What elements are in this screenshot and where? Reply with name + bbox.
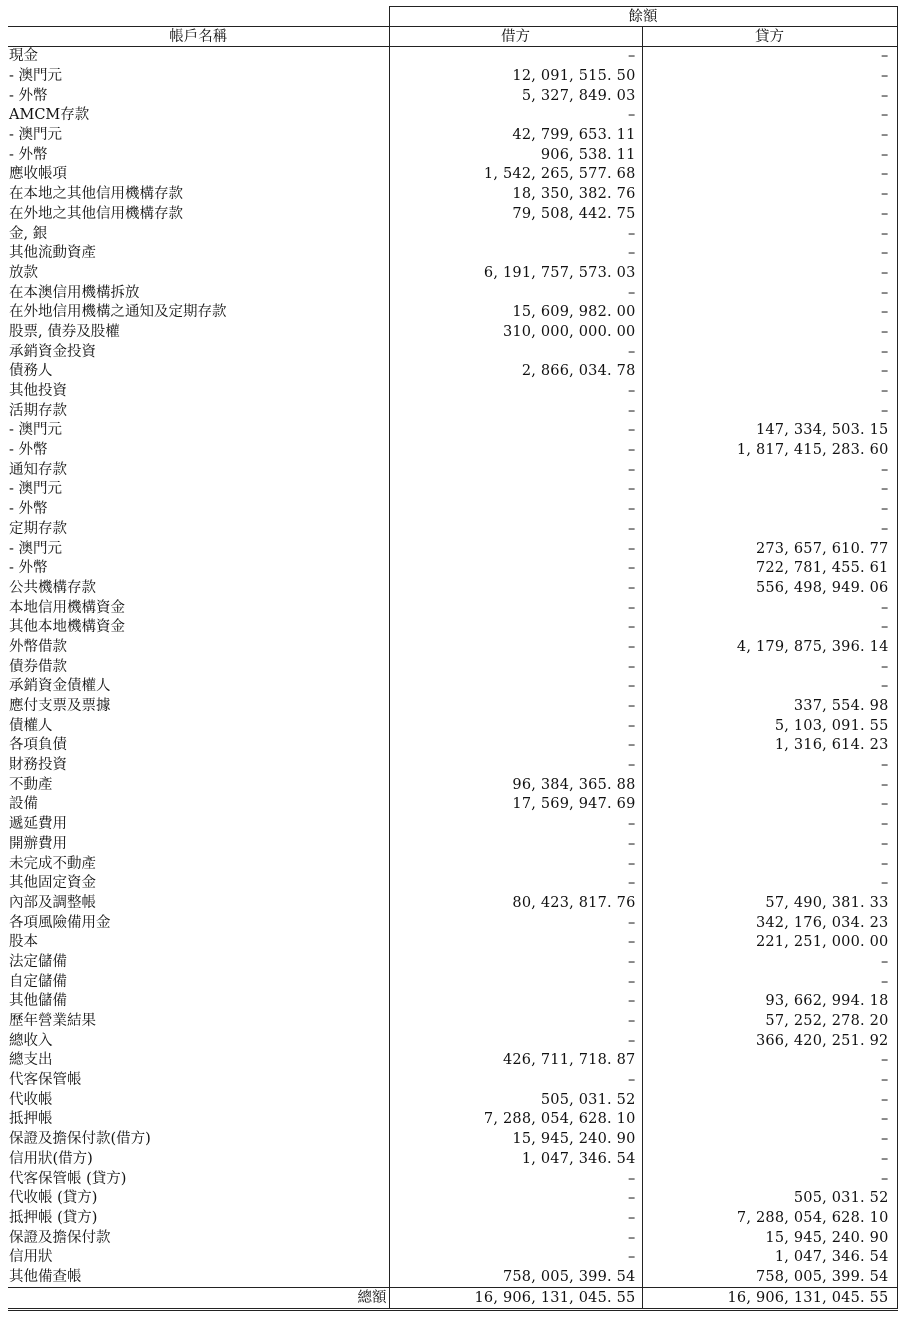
debit-cell: – [389, 559, 642, 579]
debit-cell: – [389, 441, 642, 461]
account-name-cell: 其他固定資金 [8, 874, 389, 894]
account-name-cell: 其他投資 [8, 382, 389, 402]
table-row [8, 86, 897, 106]
account-name-cell: 歷年營業結果 [8, 1012, 389, 1032]
debit-header: 借方 [389, 27, 642, 47]
table-row [8, 401, 897, 421]
credit-cell: 1, 817, 415, 283. 60 [642, 441, 897, 461]
table-row [8, 106, 897, 126]
account-name-cell: 其他本地機構資金 [8, 618, 389, 638]
table-row [8, 500, 897, 520]
account-name-cell: 活期存款 [8, 401, 389, 421]
table-row [8, 1209, 897, 1229]
account-name-cell: 在外地之其他信用機構存款 [8, 205, 389, 225]
credit-cell: – [642, 205, 897, 225]
account-name-cell: 內部及調整帳 [8, 894, 389, 914]
table-row [8, 303, 897, 323]
credit-cell: 273, 657, 610. 77 [642, 539, 897, 559]
debit-cell: 42, 799, 653. 11 [389, 126, 642, 146]
credit-cell: – [642, 480, 897, 500]
account-name-cell: 自定儲備 [8, 972, 389, 992]
account-name-cell: 承銷資金債權人 [8, 677, 389, 697]
account-name-cell: 代客保管帳 [8, 1071, 389, 1091]
table-row [8, 283, 897, 303]
table-row [8, 559, 897, 579]
account-name-cell: - 外幣 [8, 86, 389, 106]
debit-cell: 80, 423, 817. 76 [389, 894, 642, 914]
account-name-cell: 未完成不動產 [8, 854, 389, 874]
account-name-cell: 抵押帳 [8, 1110, 389, 1130]
balance-header: 餘額 [389, 7, 897, 27]
debit-cell: – [389, 716, 642, 736]
credit-cell: – [642, 382, 897, 402]
credit-cell: 1, 047, 346. 54 [642, 1248, 897, 1268]
table-row [8, 1268, 897, 1288]
debit-cell: – [389, 1209, 642, 1229]
account-name-cell: - 外幣 [8, 441, 389, 461]
table-row [8, 480, 897, 500]
credit-cell: – [642, 972, 897, 992]
account-name-cell: 在本地之其他信用機構存款 [8, 185, 389, 205]
account-name-cell: 設備 [8, 795, 389, 815]
account-name-cell: 各項風險備用金 [8, 913, 389, 933]
debit-cell: – [389, 1248, 642, 1268]
debit-cell: – [389, 933, 642, 953]
table-row [8, 126, 897, 146]
table-row [8, 677, 897, 697]
credit-cell: 221, 251, 000. 00 [642, 933, 897, 953]
account-name-cell: 代收帳 (貸方) [8, 1189, 389, 1209]
trial-balance-table [8, 6, 898, 1311]
credit-cell: – [642, 1150, 897, 1170]
credit-cell: – [642, 264, 897, 284]
table-row [8, 67, 897, 87]
account-name-cell: 債權人 [8, 716, 389, 736]
total-credit: 16, 906, 131, 045. 55 [642, 1288, 897, 1310]
account-name-cell: 代客保管帳 (貸方) [8, 1169, 389, 1189]
credit-cell: – [642, 1169, 897, 1189]
credit-cell: – [642, 342, 897, 362]
credit-cell: – [642, 303, 897, 323]
debit-cell: – [389, 539, 642, 559]
table-row [8, 47, 897, 67]
table-row [8, 539, 897, 559]
account-name-cell: 現金 [8, 47, 389, 67]
debit-cell: – [389, 953, 642, 973]
debit-cell: – [389, 992, 642, 1012]
table-row [8, 342, 897, 362]
debit-cell: – [389, 106, 642, 126]
credit-cell: 147, 334, 503. 15 [642, 421, 897, 441]
table-row [8, 1071, 897, 1091]
account-name-header: 帳戶名稱 [8, 27, 389, 47]
debit-cell: – [389, 835, 642, 855]
table-row [8, 874, 897, 894]
table-row [8, 185, 897, 205]
credit-cell: – [642, 323, 897, 343]
debit-cell: – [389, 1189, 642, 1209]
debit-cell: – [389, 1031, 642, 1051]
credit-cell: – [642, 854, 897, 874]
total-debit: 16, 906, 131, 045. 55 [389, 1288, 642, 1310]
debit-cell: – [389, 401, 642, 421]
debit-cell: 79, 508, 442. 75 [389, 205, 642, 225]
debit-cell: 1, 542, 265, 577. 68 [389, 165, 642, 185]
table-row [8, 362, 897, 382]
table-row [8, 775, 897, 795]
credit-cell: – [642, 835, 897, 855]
credit-cell: 1, 316, 614. 23 [642, 736, 897, 756]
account-name-cell: 信用狀(借方) [8, 1150, 389, 1170]
table-row [8, 1248, 897, 1268]
debit-cell: 758, 005, 399. 54 [389, 1268, 642, 1288]
credit-cell: – [642, 500, 897, 520]
debit-cell: 15, 945, 240. 90 [389, 1130, 642, 1150]
account-name-cell: 放款 [8, 264, 389, 284]
credit-cell: – [642, 1071, 897, 1091]
debit-cell: – [389, 874, 642, 894]
account-name-cell: - 外幣 [8, 559, 389, 579]
debit-cell: – [389, 283, 642, 303]
account-name-cell: 總支出 [8, 1051, 389, 1071]
debit-cell: – [389, 500, 642, 520]
credit-cell: 5, 103, 091. 55 [642, 716, 897, 736]
table-row [8, 441, 897, 461]
account-name-cell: - 澳門元 [8, 421, 389, 441]
account-name-cell: 承銷資金投資 [8, 342, 389, 362]
debit-cell: – [389, 638, 642, 658]
debit-cell: – [389, 421, 642, 441]
credit-cell: – [642, 126, 897, 146]
account-name-cell: 應付支票及票據 [8, 697, 389, 717]
debit-cell: – [389, 382, 642, 402]
credit-cell: 7, 288, 054, 628. 10 [642, 1209, 897, 1229]
credit-cell: – [642, 165, 897, 185]
debit-cell: – [389, 480, 642, 500]
table-row [8, 657, 897, 677]
account-name-cell: 定期存款 [8, 520, 389, 540]
debit-cell: – [389, 1169, 642, 1189]
credit-cell: – [642, 815, 897, 835]
credit-cell: – [642, 47, 897, 67]
credit-cell: 93, 662, 994. 18 [642, 992, 897, 1012]
table-row [8, 1051, 897, 1071]
account-name-cell: 債券借款 [8, 657, 389, 677]
credit-cell: – [642, 953, 897, 973]
table-row [8, 224, 897, 244]
debit-cell: – [389, 677, 642, 697]
account-name-cell: 信用狀 [8, 1248, 389, 1268]
account-name-cell: 不動產 [8, 775, 389, 795]
table-row [8, 756, 897, 776]
debit-cell: 17, 569, 947. 69 [389, 795, 642, 815]
account-name-cell: - 外幣 [8, 500, 389, 520]
debit-cell: 1, 047, 346. 54 [389, 1150, 642, 1170]
credit-cell: – [642, 224, 897, 244]
table-row [8, 244, 897, 264]
debit-cell: 7, 288, 054, 628. 10 [389, 1110, 642, 1130]
table-row [8, 835, 897, 855]
table-row [8, 1150, 897, 1170]
table-row [8, 460, 897, 480]
table-row [8, 894, 897, 914]
debit-cell: – [389, 657, 642, 677]
debit-cell: 18, 350, 382. 76 [389, 185, 642, 205]
table-row [8, 1228, 897, 1248]
table-row [8, 953, 897, 973]
credit-cell: 366, 420, 251. 92 [642, 1031, 897, 1051]
total-row [8, 1288, 897, 1310]
debit-cell: – [389, 618, 642, 638]
account-name-cell: - 澳門元 [8, 126, 389, 146]
debit-cell: – [389, 815, 642, 835]
credit-cell: – [642, 362, 897, 382]
credit-cell: – [642, 1110, 897, 1130]
credit-cell: – [642, 756, 897, 776]
account-name-cell: 在本澳信用機構拆放 [8, 283, 389, 303]
table-row [8, 579, 897, 599]
table-row [8, 205, 897, 225]
credit-cell: – [642, 657, 897, 677]
account-name-cell: 各項負債 [8, 736, 389, 756]
account-name-cell: 其他流動資產 [8, 244, 389, 264]
account-name-cell: 保證及擔保付款(借方) [8, 1130, 389, 1150]
table-row [8, 1012, 897, 1032]
debit-cell: – [389, 854, 642, 874]
table-row [8, 992, 897, 1012]
account-name-cell: - 澳門元 [8, 480, 389, 500]
table-row [8, 697, 897, 717]
credit-cell: 722, 781, 455. 61 [642, 559, 897, 579]
table-row [8, 716, 897, 736]
table-row [8, 933, 897, 953]
credit-cell: – [642, 795, 897, 815]
table-row [8, 145, 897, 165]
table-row [8, 323, 897, 343]
account-name-cell: 應收帳項 [8, 165, 389, 185]
credit-header: 貸方 [642, 27, 897, 47]
account-name-cell: 外幣借款 [8, 638, 389, 658]
table-row [8, 165, 897, 185]
account-name-cell: - 澳門元 [8, 67, 389, 87]
table-row [8, 598, 897, 618]
table-row [8, 913, 897, 933]
total-label: 總額 [8, 1288, 389, 1310]
credit-cell: 337, 554. 98 [642, 697, 897, 717]
debit-cell: – [389, 520, 642, 540]
debit-cell: – [389, 342, 642, 362]
account-name-cell: 法定儲備 [8, 953, 389, 973]
debit-cell: – [389, 697, 642, 717]
credit-cell: – [642, 145, 897, 165]
account-name-cell: 總收入 [8, 1031, 389, 1051]
balance-sheet [8, 6, 897, 1311]
account-name-cell: AMCM存款 [8, 106, 389, 126]
table-row [8, 1130, 897, 1150]
account-name-cell: 債務人 [8, 362, 389, 382]
credit-cell: – [642, 775, 897, 795]
account-name-cell: 其他備查帳 [8, 1268, 389, 1288]
credit-cell: – [642, 86, 897, 106]
table-row [8, 1031, 897, 1051]
account-name-cell: 其他儲備 [8, 992, 389, 1012]
debit-cell: – [389, 1228, 642, 1248]
account-name-cell: 抵押帳 (貸方) [8, 1209, 389, 1229]
credit-cell: 4, 179, 875, 396. 14 [642, 638, 897, 658]
table-row [8, 638, 897, 658]
table-row [8, 421, 897, 441]
debit-cell: – [389, 244, 642, 264]
header-blank [8, 7, 389, 27]
debit-cell: 15, 609, 982. 00 [389, 303, 642, 323]
table-row [8, 382, 897, 402]
debit-cell: 906, 538. 11 [389, 145, 642, 165]
credit-cell: – [642, 1051, 897, 1071]
table-row [8, 1189, 897, 1209]
debit-cell: 5, 327, 849. 03 [389, 86, 642, 106]
credit-cell: – [642, 1090, 897, 1110]
credit-cell: – [642, 185, 897, 205]
credit-cell: 15, 945, 240. 90 [642, 1228, 897, 1248]
account-name-cell: 保證及擔保付款 [8, 1228, 389, 1248]
table-row [8, 520, 897, 540]
credit-cell: – [642, 520, 897, 540]
debit-cell: – [389, 1012, 642, 1032]
credit-cell: 758, 005, 399. 54 [642, 1268, 897, 1288]
credit-cell: – [642, 244, 897, 264]
table-row [8, 1090, 897, 1110]
credit-cell: – [642, 106, 897, 126]
debit-cell: 96, 384, 365. 88 [389, 775, 642, 795]
table-row [8, 264, 897, 284]
debit-cell: 12, 091, 515. 50 [389, 67, 642, 87]
account-name-cell: - 外幣 [8, 145, 389, 165]
table-row [8, 1169, 897, 1189]
debit-cell: – [389, 972, 642, 992]
credit-cell: – [642, 598, 897, 618]
account-name-cell: 公共機構存款 [8, 579, 389, 599]
debit-cell: – [389, 224, 642, 244]
table-row [8, 795, 897, 815]
debit-cell: – [389, 47, 642, 67]
account-name-cell: 代收帳 [8, 1090, 389, 1110]
table-row [8, 1110, 897, 1130]
debit-cell: – [389, 913, 642, 933]
credit-cell: 556, 498, 949. 06 [642, 579, 897, 599]
credit-cell: – [642, 283, 897, 303]
account-name-cell: 通知存款 [8, 460, 389, 480]
debit-cell: 6, 191, 757, 573. 03 [389, 264, 642, 284]
account-name-cell: 股票, 債券及股權 [8, 323, 389, 343]
credit-cell: 57, 252, 278. 20 [642, 1012, 897, 1032]
credit-cell: 505, 031. 52 [642, 1189, 897, 1209]
debit-cell: – [389, 756, 642, 776]
account-name-cell: 在外地信用機構之通知及定期存款 [8, 303, 389, 323]
credit-cell: – [642, 677, 897, 697]
debit-cell: 505, 031. 52 [389, 1090, 642, 1110]
table-row [8, 618, 897, 638]
account-name-cell: 財務投資 [8, 756, 389, 776]
debit-cell: 2, 866, 034. 78 [389, 362, 642, 382]
credit-cell: 342, 176, 034. 23 [642, 913, 897, 933]
table-row [8, 736, 897, 756]
table-body [8, 47, 897, 1288]
credit-cell: – [642, 874, 897, 894]
debit-cell: – [389, 579, 642, 599]
table-row [8, 815, 897, 835]
credit-cell: – [642, 460, 897, 480]
account-name-cell: 股本 [8, 933, 389, 953]
table-row [8, 972, 897, 992]
debit-cell: 426, 711, 718. 87 [389, 1051, 642, 1071]
account-name-cell: 開辦費用 [8, 835, 389, 855]
credit-cell: – [642, 618, 897, 638]
credit-cell: – [642, 401, 897, 421]
debit-cell: – [389, 736, 642, 756]
credit-cell: – [642, 67, 897, 87]
credit-cell: 57, 490, 381. 33 [642, 894, 897, 914]
debit-cell: 310, 000, 000. 00 [389, 323, 642, 343]
account-name-cell: - 澳門元 [8, 539, 389, 559]
account-name-cell: 本地信用機構資金 [8, 598, 389, 618]
credit-cell: – [642, 1130, 897, 1150]
debit-cell: – [389, 598, 642, 618]
debit-cell: – [389, 1071, 642, 1091]
account-name-cell: 金, 銀 [8, 224, 389, 244]
table-row [8, 854, 897, 874]
account-name-cell: 遞延費用 [8, 815, 389, 835]
debit-cell: – [389, 460, 642, 480]
